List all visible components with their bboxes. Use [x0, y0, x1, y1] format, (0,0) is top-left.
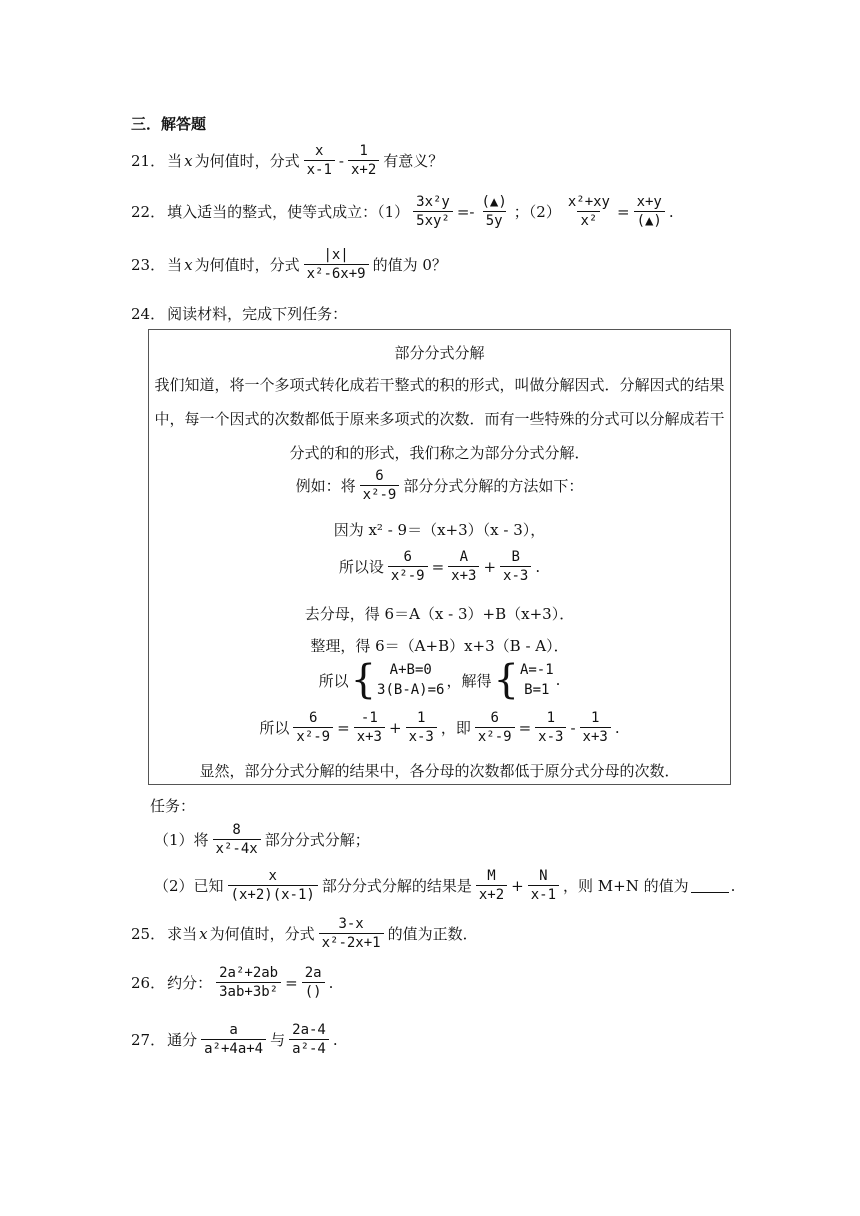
text-segment: B=1 [524, 682, 550, 698]
text-segment: (▲) [481, 194, 507, 210]
question-26 [131, 965, 860, 1000]
text-segment: (▲) [634, 211, 665, 229]
text-segment: 6 [403, 549, 412, 565]
fraction [319, 916, 384, 951]
text-segment: x+y [636, 194, 662, 210]
text-segment: 部分分式分解的结果是 [321, 877, 472, 895]
text-segment: ，即 [440, 719, 471, 737]
fraction [354, 710, 385, 745]
text-segment: B [511, 549, 520, 565]
text-segment: 6 [375, 468, 384, 484]
fraction [406, 710, 437, 745]
text-segment: 3x²y [416, 194, 450, 210]
fraction [475, 710, 515, 745]
text-segment: 当 [167, 152, 183, 170]
question-number: 23． [131, 256, 166, 274]
text-segment: N [539, 868, 548, 884]
text-segment: x-3 [535, 727, 566, 745]
text-segment: 约分： [167, 974, 213, 992]
fraction [448, 549, 479, 584]
fraction [289, 1022, 329, 1057]
text-segment: . [332, 1030, 338, 1049]
arrange-line: 整理，得 6＝（A+B）x+3（B - A）． [310, 637, 569, 655]
fraction [304, 143, 335, 178]
text-segment: 1 [359, 143, 368, 159]
text-segment: 与 [270, 1031, 286, 1049]
text-segment: + [511, 876, 524, 895]
text-segment: - [338, 151, 344, 170]
fraction [476, 868, 507, 903]
question-22 [131, 194, 860, 229]
text-segment: 例如：将 [295, 477, 356, 495]
fraction [580, 710, 611, 745]
text-segment: 为何值时，分式 [194, 256, 300, 274]
text-segment: |x| [323, 247, 349, 263]
tasks-label: 任务： [150, 797, 196, 815]
task-1 [154, 822, 860, 857]
text-segment: 8 [232, 822, 241, 838]
section-title: 三．解答题 [131, 115, 207, 133]
fraction [360, 468, 400, 503]
text-segment: = [337, 718, 350, 737]
text-segment: = [617, 202, 630, 221]
material-title: 部分分式分解 [394, 344, 485, 362]
text-segment: = [431, 557, 445, 576]
question-number: 26． [131, 974, 166, 992]
clear-denominator-line: 去分母，得 6＝A（x - 3）+B（x+3）． [304, 605, 575, 623]
text-segment: 通分 [167, 1031, 198, 1049]
text-segment: 所以 [259, 719, 290, 737]
text-segment: x²-9 [293, 727, 333, 745]
fraction [634, 194, 665, 229]
text-segment: = [285, 973, 298, 992]
conclusion-line: 显然，部分分式分解的结果中，各分母的次数都低于原分式分母的次数． [199, 762, 680, 780]
text-segment: + [388, 718, 402, 737]
text-segment: 1 [590, 710, 600, 726]
text-segment: x+2 [348, 160, 379, 178]
fraction [528, 868, 559, 903]
text-segment: 6 [490, 710, 499, 726]
fraction [304, 247, 369, 282]
question-21 [131, 143, 860, 178]
text-segment: ，则 M+N 的值为 [563, 877, 689, 895]
text-segment: A [459, 549, 469, 565]
text-segment: 有意义？ [383, 152, 444, 170]
fraction [565, 194, 613, 229]
system-line [149, 657, 730, 703]
text-segment: a²-4 [289, 1039, 329, 1057]
question-25 [131, 916, 860, 951]
question-number: 27． [131, 1031, 166, 1049]
text-segment: 的值为正数． [387, 925, 478, 943]
text-segment: 2a²+2ab [219, 965, 279, 981]
text-segment: 为何值时，分式 [194, 152, 300, 170]
because-line: 因为 x² - 9＝（x+3）（x - 3）， [333, 521, 546, 539]
text-segment: 当 [167, 256, 183, 274]
fraction [479, 194, 510, 229]
example-line [149, 468, 730, 503]
material-paragraph-line: 中，每一个因式的次数都低于原来多项式的次数．而有一些特殊的分式可以分解成若干 [154, 410, 725, 428]
text-segment: x+3 [448, 566, 479, 584]
fraction [213, 822, 261, 857]
task-2 [154, 868, 860, 903]
question-24 [131, 303, 860, 324]
fraction [535, 710, 566, 745]
text-segment: 所以 [318, 671, 349, 690]
text-segment: x [199, 924, 208, 943]
text-segment: x+2 [476, 885, 507, 903]
text-segment: . [555, 671, 561, 689]
result-line [149, 710, 730, 745]
text-segment: 阅读材料，完成下列任务： [167, 305, 348, 323]
material-paragraph-line: 我们知道，将一个多项式转化成若干整式的积的形式，叫做分解因式．分解因式的结果 [154, 376, 725, 394]
text-segment: （1）将 [154, 831, 209, 849]
fraction [388, 549, 428, 584]
text-segment: a [229, 1022, 238, 1038]
text-segment: 3ab+3b² [216, 982, 281, 1000]
text-segment: (x+2)(x-1) [228, 885, 318, 903]
text-segment: x [184, 151, 193, 170]
text-segment: 部分分式分解的方法如下： [403, 477, 584, 495]
text-segment: x²-9 [475, 727, 515, 745]
text-segment: ；（2） [513, 203, 561, 221]
material-paragraph-line: 分式的和的形式，我们称之为部分分式分解． [289, 444, 590, 462]
fraction [293, 710, 333, 745]
text-segment: x [184, 255, 193, 274]
text-segment: x²-9 [388, 566, 428, 584]
text-segment: . [730, 876, 736, 895]
text-segment: 5xy² [413, 211, 453, 229]
text-segment: 3(B-A)=6 [377, 682, 445, 698]
equation-system: { A+B=0 3(B-A)=6 [350, 657, 445, 703]
text-segment: + [483, 557, 497, 576]
text-segment: ，解得 [446, 671, 492, 690]
text-segment: x²-9 [360, 485, 400, 503]
fraction [201, 1022, 266, 1057]
text-segment: . [614, 718, 620, 737]
text-segment: A+B=0 [389, 662, 432, 678]
text-segment: x²-4x [213, 839, 261, 857]
text-segment: x-1 [528, 885, 559, 903]
text-segment: M [487, 868, 496, 884]
reading-material-box [148, 329, 731, 785]
text-segment: 5y [483, 211, 506, 229]
text-segment: x-1 [304, 160, 335, 178]
text-segment: =- [456, 202, 475, 221]
fraction [302, 965, 325, 1000]
set-line [149, 549, 730, 584]
text-segment: x² [577, 211, 600, 229]
text-segment: . [668, 202, 674, 221]
text-segment: x [268, 868, 277, 884]
question-number: 25． [131, 925, 166, 943]
fraction [500, 549, 531, 584]
text-segment: - [570, 718, 576, 737]
text-segment: （2）已知 [154, 877, 224, 895]
text-segment: x²+xy [567, 194, 610, 210]
question-27 [131, 1022, 860, 1057]
text-segment: 3-x [338, 916, 364, 932]
question-23 [131, 247, 860, 282]
text-segment: x-3 [500, 566, 531, 584]
text-segment: x²-2x+1 [319, 933, 384, 951]
text-segment: 填入适当的整式，使等式成立：（1） [167, 203, 410, 221]
text-segment: x+3 [580, 727, 611, 745]
question-number: 21． [131, 152, 166, 170]
text-segment: A=-1 [519, 662, 554, 678]
text-segment: () [302, 982, 325, 1000]
text-segment: -1 [360, 710, 378, 726]
text-segment: 2a [304, 965, 322, 981]
text-segment: x²-6x+9 [304, 264, 369, 282]
text-segment: a²+4a+4 [201, 1039, 266, 1057]
answer-blank[interactable] [691, 878, 729, 893]
text-segment: 所以设 [338, 558, 384, 576]
text-segment: . [535, 557, 541, 576]
question-number: 24． [131, 305, 166, 323]
text-segment: 6 [309, 710, 318, 726]
text-segment: x-3 [406, 727, 437, 745]
text-segment: 1 [416, 710, 426, 726]
text-segment: 1 [546, 710, 556, 726]
equation-system: { A=-1 B=1 [493, 657, 554, 703]
question-number: 22． [131, 203, 166, 221]
text-segment: x [315, 143, 324, 159]
text-segment: 部分分式分解； [264, 831, 370, 849]
text-segment: 求当 [167, 925, 198, 943]
text-segment: = [518, 718, 532, 737]
text-segment: 的值为 0？ [372, 256, 447, 274]
text-segment: . [328, 973, 334, 992]
text-segment: 2a-4 [292, 1022, 326, 1038]
text-segment: 为何值时，分式 [209, 925, 315, 943]
text-segment: x+3 [354, 727, 385, 745]
fraction [348, 143, 379, 178]
fraction [228, 868, 318, 903]
fraction [216, 965, 281, 1000]
fraction [413, 194, 453, 229]
